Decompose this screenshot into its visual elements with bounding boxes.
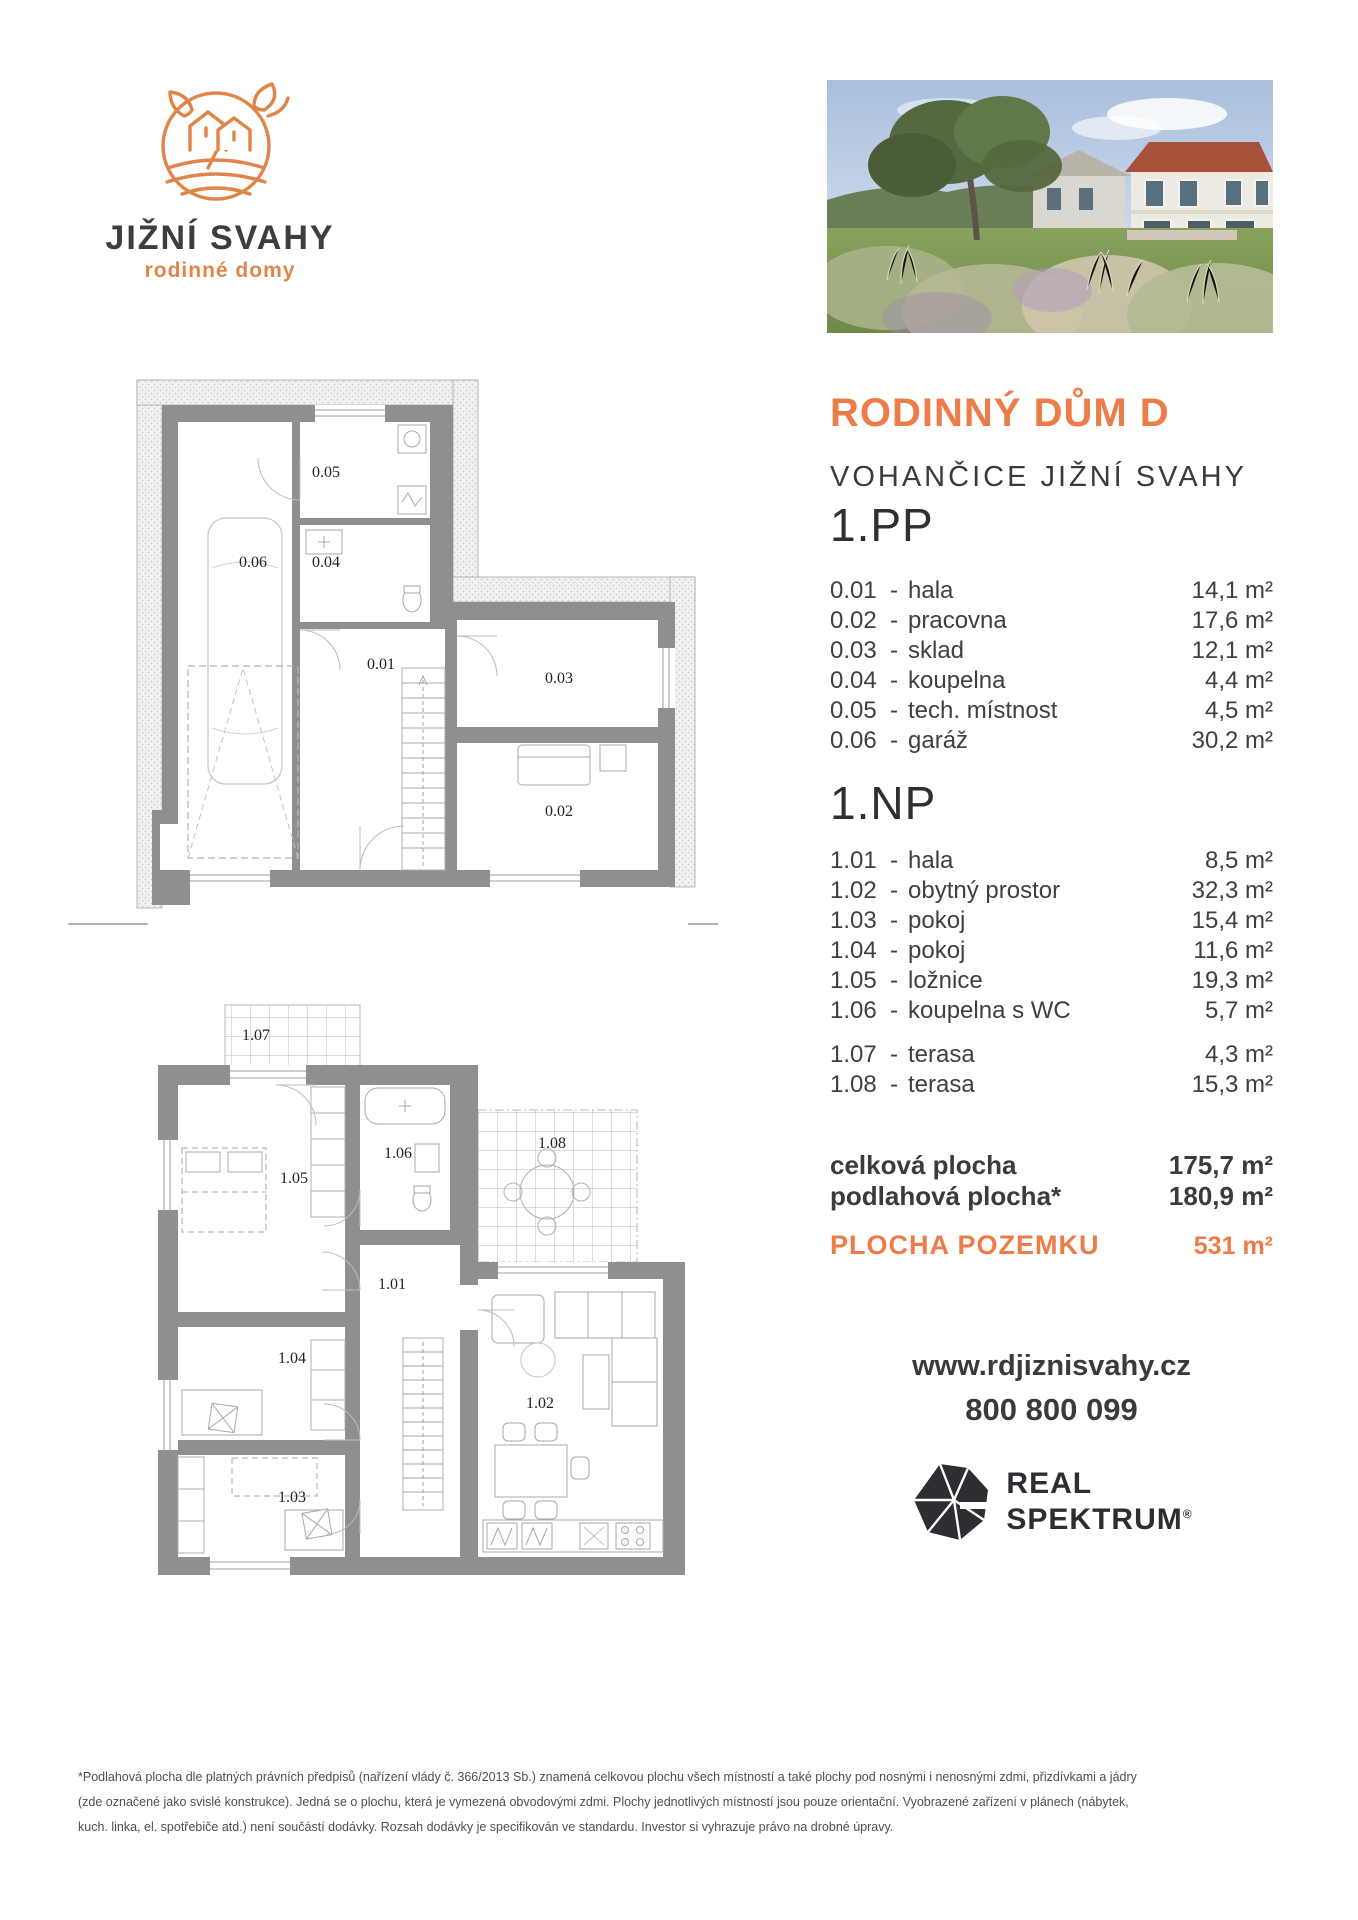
room-name: terasa [908,1071,975,1098]
room-row [830,606,1273,636]
room-area: 4,3 m² [1204,1041,1273,1068]
room-row [830,846,1273,876]
separator: - [890,1071,898,1098]
room-area: 17,6 m² [1191,607,1273,634]
room-area: 4,4 m² [1204,667,1273,694]
room-row [830,936,1273,966]
land-area-label: PLOCHA POZEMKU [830,1230,1100,1260]
room-row [830,1040,1273,1070]
room-number: 0.05 [830,697,877,724]
partner-name-line1: REAL [1006,1467,1093,1500]
terrace-list [830,1040,1273,1100]
room-number: 1.07 [830,1041,877,1068]
room-area: 14,1 m² [1191,577,1273,604]
room-number: 1.06 [830,997,877,1024]
room-area: 5,7 m² [1204,997,1273,1024]
room-name: koupelna s WC [908,997,1071,1024]
land-area-value: 531 m² [1193,1232,1273,1260]
room-row [830,666,1273,696]
room-area: 15,3 m² [1191,1071,1273,1098]
np-stairs [403,1338,443,1510]
room-row [830,576,1273,606]
room-row [830,876,1273,906]
separator: - [890,607,898,634]
brand-emblem-icon [150,72,290,212]
room-number: 0.01 [830,577,877,604]
room-label-106: 1.06 [384,1145,412,1162]
room-name: obytný prostor [908,877,1061,904]
room-number: 1.04 [830,937,877,964]
realspektrum-icon [910,1460,994,1544]
room-label-002: 0.02 [545,803,573,820]
partner-name-line2: SPEKTRUM® [1006,1503,1193,1536]
room-area: 19,3 m² [1191,967,1273,994]
room-row [830,996,1273,1026]
contact-block [830,1350,1273,1428]
room-number: 0.03 [830,637,877,664]
room-number: 1.01 [830,847,877,874]
separator: - [890,697,898,724]
brand-tagline: rodinné domy [144,259,296,282]
website-link[interactable]: www.rdjiznisvahy.cz [912,1350,1191,1382]
room-number: 1.08 [830,1071,877,1098]
separator: - [890,847,898,874]
room-label-003: 0.03 [545,670,573,687]
footnote: *Podlahová plocha dle platných právních předpisů (nařízení vlády č. 366/2013 Sb.) znamená celkovou plochu všech místností a také plochy pod nosnými i nenosnými zdmi, přizdívkami a jádry (zde označené jako svislé konstrukce). Jedná se o plochu, která je vymezená obvodovými zdmi. Plochy jednotlivých místností jsou pouze orientační. Vyobrazené zařízení v plánech (nábytek, kuch. linka, el. spotřebiče atd.) není součástí dodávky. Rozsah dodávky je specifikován ve standardu. Investor si vyhrazuje právo na drobné úpravy. [78,1770,1137,1834]
separator: - [890,667,898,694]
room-row [830,966,1273,996]
room-name: sklad [908,637,965,664]
phone-number: 800 800 099 [965,1392,1138,1427]
room-label-102: 1.02 [526,1395,554,1412]
total-row [830,1181,1273,1212]
room-name: garáž [908,727,969,754]
room-number: 1.05 [830,967,877,994]
terrace-108 [478,1110,637,1262]
room-area: 15,4 m² [1191,907,1273,934]
kitchen-icons [483,1520,663,1552]
room-label-104: 1.04 [278,1350,306,1367]
separator: - [890,1041,898,1068]
separator: - [890,877,898,904]
room-number: 0.04 [830,667,877,694]
floor-plan-pp [60,368,720,938]
room-area: 30,2 m² [1191,727,1273,754]
total-label: podlahová plocha* [830,1181,1062,1211]
room-label-004: 0.04 [312,554,340,571]
room-area: 4,5 m² [1204,697,1273,724]
room-area: 8,5 m² [1204,847,1273,874]
room-row [830,1070,1273,1100]
room-label-105: 1.05 [280,1170,308,1187]
pp-stairs [402,668,445,870]
separator: - [890,967,898,994]
room-name: hala [908,577,954,604]
room-name: pokoj [908,937,966,964]
room-name: hala [908,847,954,874]
room-label-005: 0.05 [312,464,340,481]
room-name: pracovna [908,607,1007,634]
separator: - [890,577,898,604]
totals-block [830,1150,1273,1212]
room-name: terasa [908,1041,975,1068]
room-number: 1.02 [830,877,877,904]
room-name: tech. místnost [908,697,1058,724]
floor-heading-np: 1.NP [830,777,937,829]
room-area: 32,3 m² [1191,877,1273,904]
room-row [830,726,1273,756]
separator: - [890,637,898,664]
page-title: RODINNÝ DŮM D [830,391,1170,435]
room-number: 0.02 [830,607,877,634]
room-number: 1.03 [830,907,877,934]
total-row [830,1150,1273,1181]
registered-mark: ® [1182,1507,1193,1521]
room-label-006: 0.06 [239,554,267,571]
brand-name: JIŽNÍ SVAHY [105,219,335,257]
separator: - [890,907,898,934]
room-list-np [830,846,1273,1026]
room-row [830,696,1273,726]
partner-name [1006,1469,1192,1535]
page-subtitle: VOHANČICE JIŽNÍ SVAHY [830,461,1247,493]
land-area-row [830,1230,1273,1261]
room-row [830,906,1273,936]
total-value: 180,9 m² [1168,1181,1273,1211]
room-list-pp [830,576,1273,756]
separator: - [890,997,898,1024]
room-name: koupelna [908,667,1006,694]
room-row [830,636,1273,666]
room-label-001: 0.01 [367,656,395,673]
partner-logo [830,1460,1273,1544]
room-area: 11,6 m² [1193,937,1273,964]
total-value: 175,7 m² [1168,1150,1273,1180]
floor-heading-pp: 1.PP [830,499,934,551]
room-label-103: 1.03 [278,1489,306,1506]
room-number: 0.06 [830,727,877,754]
room-label-107: 1.07 [242,1027,270,1044]
house-photo [827,80,1273,333]
room-label-101: 1.01 [378,1276,406,1293]
room-area: 12,1 m² [1191,637,1273,664]
total-label: celková plocha [830,1150,1017,1180]
separator: - [890,727,898,754]
room-label-108: 1.08 [538,1135,566,1152]
room-name: pokoj [908,907,966,934]
separator: - [890,937,898,964]
room-name: ložnice [908,967,983,994]
floor-plan-np [60,960,720,1600]
